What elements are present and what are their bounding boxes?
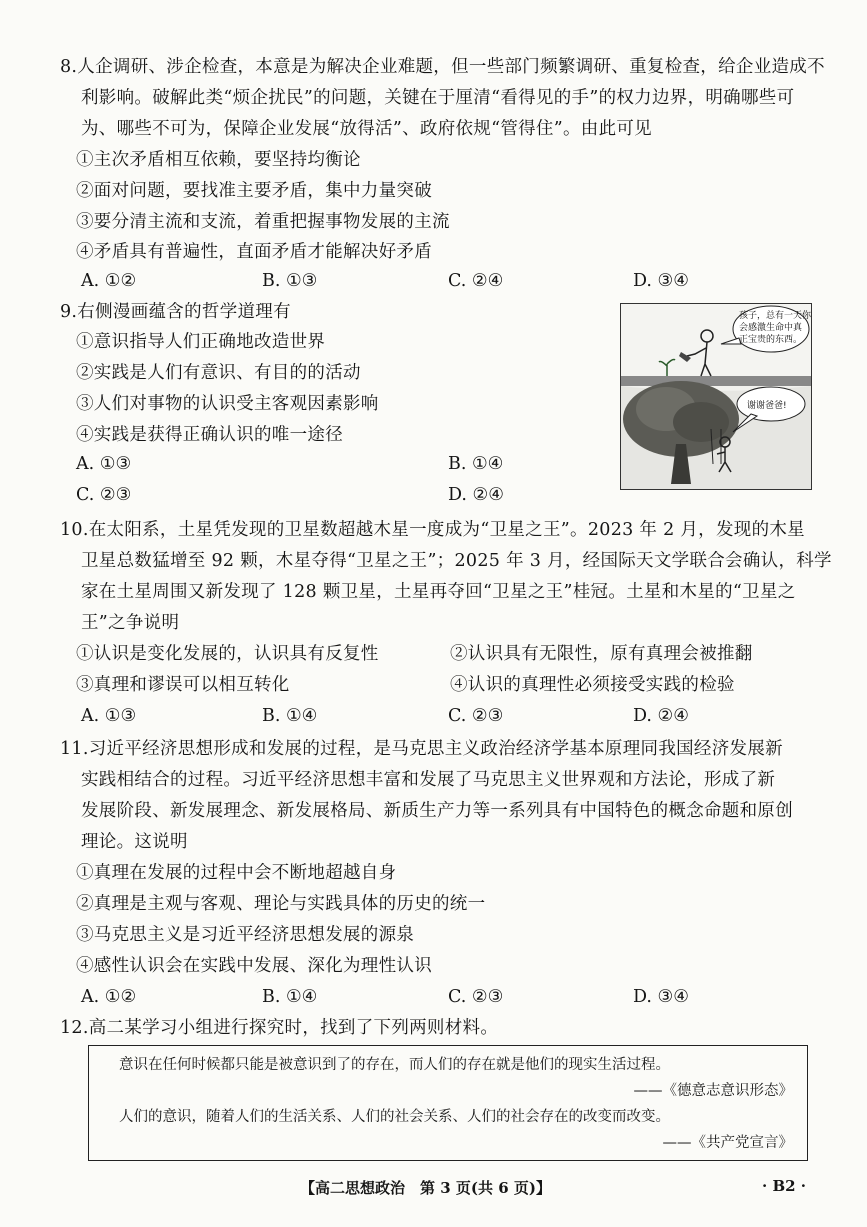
page-footer: 【高二思想政治 第 3 页(共 6 页)】 bbox=[300, 1179, 551, 1197]
question-10-choice-d: D. ②④ bbox=[633, 706, 689, 726]
question-10-option-2: ②认识具有无限性，原有真理会被推翻 bbox=[450, 644, 753, 664]
question-11-choice-c: C. ②③ bbox=[448, 987, 504, 1007]
question-8-option-4: ④矛盾具有普遍性，直面矛盾才能解决好矛盾 bbox=[76, 242, 432, 262]
question-10-stem-line-4: 王”之争说明 bbox=[81, 613, 180, 633]
question-11-option-1: ①真理在发展的过程中会不断地超越自身 bbox=[76, 863, 397, 883]
question-11-option-2: ②真理是主观与客观、理论与实践具体的历史的统一 bbox=[76, 894, 486, 914]
question-8-option-3: ③要分清主流和支流，着重把握事物发展的主流 bbox=[76, 212, 450, 232]
question-8-choice-c: C. ②④ bbox=[448, 271, 504, 291]
question-8-option-1: ①主次矛盾相互依赖，要坚持均衡论 bbox=[76, 150, 361, 170]
cartoon-bubble-top-line-2: 会感激生命中真 bbox=[739, 323, 803, 333]
cartoon-bubble-top-line-3: 正宝贵的东西。 bbox=[739, 335, 803, 345]
question-9-choice-b: B. ①④ bbox=[448, 454, 504, 474]
question-10-option-4: ④认识的真理性必须接受实践的检验 bbox=[450, 675, 735, 695]
question-11-choice-b: B. ①④ bbox=[262, 987, 318, 1007]
material-quote-2: 人们的意识，随着人们的生活关系、人们的社会关系、人们的社会存在的改变而改变。 bbox=[119, 1109, 670, 1125]
cartoon-drawing bbox=[621, 304, 811, 489]
question-12-stem: 12.高二某学习小组进行探究时，找到了下列两则材料。 bbox=[60, 1018, 499, 1038]
page-code: · B2 · bbox=[762, 1177, 807, 1195]
question-10-stem-line-2: 卫星总数猛增至 92 颗，木星夺得“卫星之王”；2025 年 3 月，经国际天文学联合会确认，科学 bbox=[81, 551, 832, 571]
question-9-stem: 9.右侧漫画蕴含的哲学道理有 bbox=[60, 302, 291, 322]
question-10-stem-line-3: 家在土星周围又新发现了 128 颗卫星，土星再夺回“卫星之王”桂冠。土星和木星的“卫星之 bbox=[81, 582, 796, 602]
question-8-option-2: ②面对问题，要找准主要矛盾，集中力量突破 bbox=[76, 181, 432, 201]
cartoon-bubble-top-line-1: 孩子，总有一天你 bbox=[739, 311, 811, 321]
question-8-stem-line-1: 8.人企调研、涉企检查，本意是为解决企业难题，但一些部门频繁调研、重复检查，给企业造成不 bbox=[60, 57, 825, 77]
question-11-stem-line-1: 11.习近平经济思想形成和发展的过程，是马克思主义政治经济学基本原理同我国经济发展新 bbox=[60, 739, 783, 759]
question-10-choice-b: B. ①④ bbox=[262, 706, 318, 726]
question-9-choice-d: D. ②④ bbox=[448, 485, 504, 505]
question-11-choice-d: D. ③④ bbox=[633, 987, 689, 1007]
question-11-choice-a: A. ①② bbox=[81, 987, 137, 1007]
question-10-stem-line-1: 10.在太阳系，土星凭发现的卫星数超越木星一度成为“卫星之王”。2023 年 2 月，发现的木星 bbox=[60, 520, 805, 540]
material-source-1: ——《德意志意识形态》 bbox=[633, 1083, 793, 1099]
question-8-stem-line-3: 为、哪些不可为，保障企业发展“放得活”、政府依规“管得住”。由此可见 bbox=[81, 119, 652, 139]
material-quote-1: 意识在任何时候都只能是被意识到了的存在，而人们的存在就是他们的现实生活过程。 bbox=[119, 1057, 670, 1073]
question-9-option-1: ①意识指导人们正确地改造世界 bbox=[76, 332, 326, 352]
question-11-stem-line-4: 理论。这说明 bbox=[81, 832, 188, 852]
question-8-choice-a: A. ①② bbox=[81, 271, 137, 291]
question-10-choice-a: A. ①③ bbox=[81, 706, 137, 726]
question-9-option-2: ②实践是人们有意识、有目的的活动 bbox=[76, 363, 361, 383]
question-10-option-1: ①认识是变化发展的，认识具有反复性 bbox=[76, 644, 379, 664]
material-box bbox=[88, 1045, 808, 1161]
question-11-option-4: ④感性认识会在实践中发展、深化为理性认识 bbox=[76, 956, 432, 976]
question-10-option-3: ③真理和谬误可以相互转化 bbox=[76, 675, 290, 695]
question-8-choice-d: D. ③④ bbox=[633, 271, 689, 291]
question-8-choice-b: B. ①③ bbox=[262, 271, 318, 291]
question-11-option-3: ③马克思主义是习近平经济思想发展的源泉 bbox=[76, 925, 415, 945]
material-source-2: ——《共产党宣言》 bbox=[662, 1135, 793, 1151]
question-11-stem-line-2: 实践相结合的过程。习近平经济思想丰富和发展了马克思主义世界观和方法论，形成了新 bbox=[81, 770, 776, 790]
question-9-option-4: ④实践是获得正确认识的唯一途径 bbox=[76, 425, 343, 445]
question-10-choice-c: C. ②③ bbox=[448, 706, 504, 726]
question-9-choice-a: A. ①③ bbox=[76, 454, 132, 474]
question-9-choice-c: C. ②③ bbox=[76, 485, 132, 505]
question-8-stem-line-2: 利影响。破解此类“烦企扰民”的问题，关键在于厘清“看得见的手”的权力边界，明确哪些可 bbox=[81, 88, 795, 108]
cartoon-illustration bbox=[620, 303, 812, 490]
question-11-stem-line-3: 发展阶段、新发展理念、新发展格局、新质生产力等一系列具有中国特色的概念命题和原创 bbox=[81, 801, 793, 821]
question-9-option-3: ③人们对事物的认识受主客观因素影响 bbox=[76, 394, 379, 414]
cartoon-bubble-bottom: 谢谢爸爸! bbox=[747, 401, 787, 411]
